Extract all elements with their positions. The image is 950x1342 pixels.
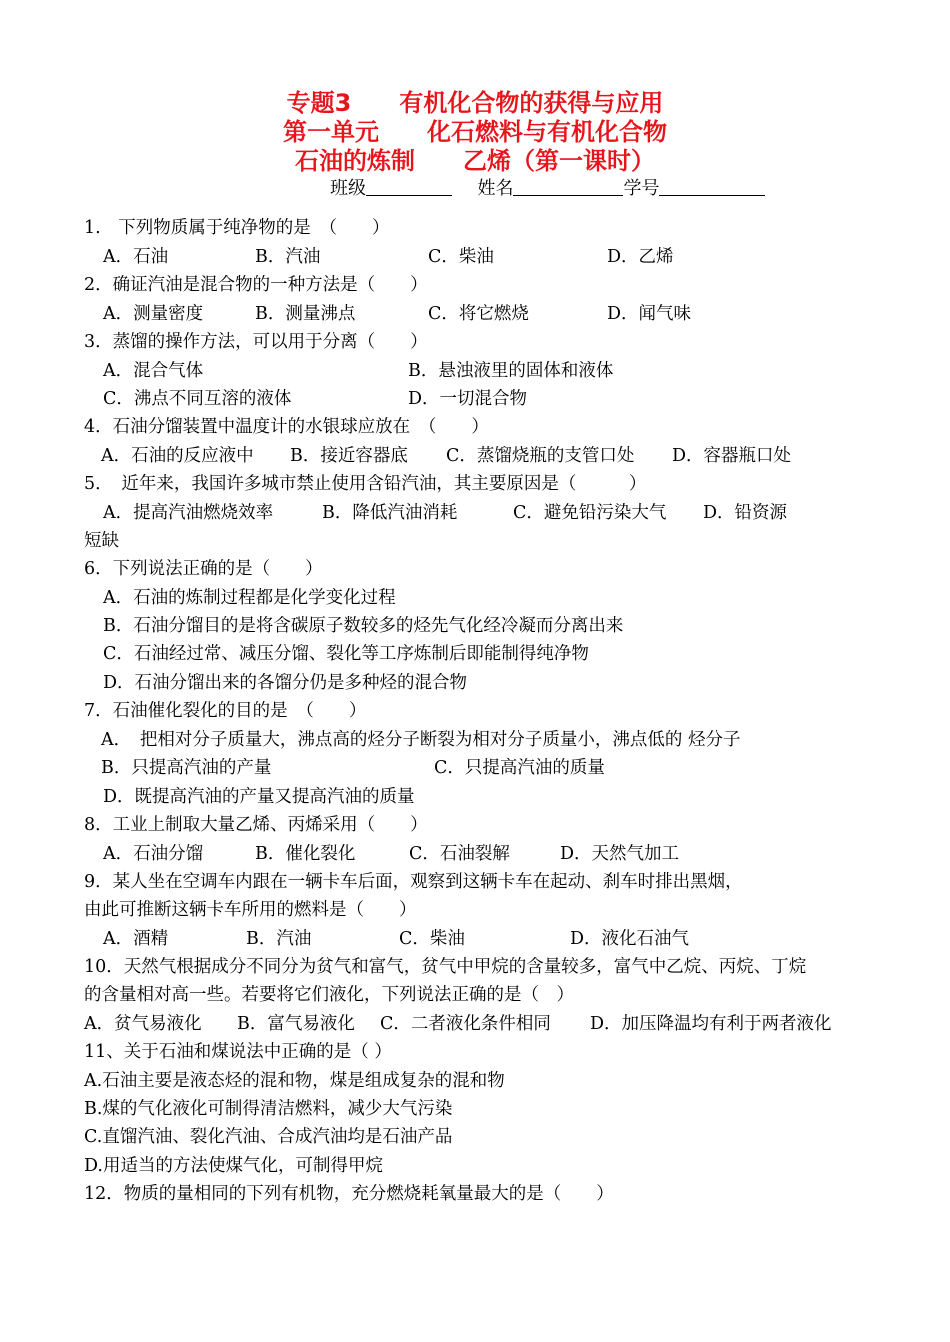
q7-option-c: C．只提高汽油的质量 xyxy=(434,758,605,778)
q3-option-c: C．沸点不同互溶的液体 xyxy=(103,389,292,409)
q4-option-d: D．容器瓶口处 xyxy=(672,446,792,466)
q5-option-a: A．提高汽油燃烧效率 xyxy=(103,503,274,523)
q5-option-b: B．降低汽油消耗 xyxy=(322,503,458,523)
class-blank[interactable] xyxy=(366,177,452,196)
q8-stem: 8．工业上制取大量乙烯、丙烯采用（ ） xyxy=(84,815,428,835)
q3-option-d: D．一切混合物 xyxy=(408,389,528,409)
q4-stem: 4．石油分馏装置中温度计的水银球应放在 （ ） xyxy=(84,417,489,437)
q2-option-c: C．将它燃烧 xyxy=(428,304,529,324)
title-unit: 第一单元 化石燃料与有机化合物 xyxy=(283,118,667,146)
q7-stem: 7．石油催化裂化的目的是 （ ） xyxy=(84,701,367,721)
q11-option-a: A.石油主要是液态烃的混和物，煤是组成复杂的混和物 xyxy=(84,1071,505,1091)
q4-option-a: A．石油的反应液中 xyxy=(101,446,254,466)
q9-stem: 9．某人坐在空调车内跟在一辆卡车后面，观察到这辆卡车在起动、刹车时排出黑烟， xyxy=(84,872,743,892)
q7-option-b: B．只提高汽油的产量 xyxy=(101,758,272,778)
q5-option-d: D．铅资源 xyxy=(703,503,788,523)
q1-option-b: B．汽油 xyxy=(255,247,321,267)
q3-stem: 3．蒸馏的操作方法，可以用于分离（ ） xyxy=(84,332,428,352)
q1-option-a: A．石油 xyxy=(103,247,169,267)
q4-option-b: B．接近容器底 xyxy=(290,446,408,466)
name-label: 姓名 xyxy=(477,178,514,199)
q5-continuation: 短缺 xyxy=(84,531,119,551)
q2-stem: 2．确证汽油是混合物的一种方法是（ ） xyxy=(84,275,428,295)
q3-option-a: A．混合气体 xyxy=(103,361,204,381)
q2-option-b: B．测量沸点 xyxy=(255,304,356,324)
class-label: 班级 xyxy=(330,178,366,199)
q8-option-b: B．催化裂化 xyxy=(255,844,356,864)
name-blank[interactable] xyxy=(513,177,623,196)
q10-option-d: D．加压降温均有利于两者液化 xyxy=(590,1014,832,1034)
q4-option-c: C．蒸馏烧瓶的支管口处 xyxy=(446,446,635,466)
q10-continuation: 的含量相对高一些。若要将它们液化，下列说法正确的是（ ） xyxy=(84,985,574,1005)
q1-option-c: C．柴油 xyxy=(428,247,494,267)
q9-option-d: D．液化石油气 xyxy=(570,929,690,949)
q10-option-b: B．富气易液化 xyxy=(237,1014,355,1034)
title-topic: 专题3 有机化合物的获得与应用 xyxy=(286,89,664,117)
q11-option-c: C.直馏汽油、裂化汽油、合成汽油均是石油产品 xyxy=(84,1127,453,1147)
id-blank[interactable] xyxy=(659,177,765,196)
q8-option-d: D．天然气加工 xyxy=(560,844,680,864)
q7-option-d: D．既提高汽油的产量又提高汽油的质量 xyxy=(103,787,415,807)
id-label: 学号 xyxy=(623,178,660,199)
q12-stem: 12．物质的量相同的下列有机物，充分燃烧耗氧量最大的是（ ） xyxy=(84,1184,614,1204)
q9-option-a: A．酒精 xyxy=(103,929,169,949)
q2-option-a: A．测量密度 xyxy=(103,304,204,324)
q7-option-a: A． 把相对分子质量大，沸点高的烃分子断裂为相对分子质量小，沸点低的 烃分子 xyxy=(101,730,741,750)
q10-option-c: C．二者液化条件相同 xyxy=(380,1014,551,1034)
q11-option-b: B.煤的气化液化可制得清洁燃料，减少大气污染 xyxy=(84,1099,453,1119)
q6-option-b: B．石油分馏目的是将含碳原子数较多的烃先气化经冷凝而分离出来 xyxy=(103,616,624,636)
q11-stem: 11、关于石油和煤说法中正确的是（ ） xyxy=(84,1042,392,1062)
q5-stem: 5． 近年来，我国许多城市禁止使用含铅汽油，其主要原因是（ ） xyxy=(84,474,647,494)
q10-stem: 10．天然气根据成分不同分为贫气和富气，贫气中甲烷的含量较多，富气中乙烷、丙烷、丁烷 xyxy=(84,957,807,977)
q9-option-b: B．汽油 xyxy=(246,929,312,949)
q3-option-b: B．悬浊液里的固体和液体 xyxy=(408,361,614,381)
q6-option-d: D．石油分馏出来的各馏分仍是多种烃的混合物 xyxy=(103,673,468,693)
q1-stem: 1. 下列物质属于纯净物的是 （ ） xyxy=(84,218,390,238)
title-lesson: 石油的炼制 乙烯（第一课时） xyxy=(295,147,655,175)
q6-stem: 6．下列说法正确的是（ ） xyxy=(84,559,323,579)
q5-option-c: C．避免铅污染大气 xyxy=(513,503,667,523)
q2-option-d: D．闻气味 xyxy=(607,304,692,324)
q8-option-a: A．石油分馏 xyxy=(103,844,204,864)
q9-option-c: C．柴油 xyxy=(399,929,465,949)
q9-continuation: 由此可推断这辆卡车所用的燃料是（ ） xyxy=(84,900,417,920)
q8-option-c: C．石油裂解 xyxy=(409,844,510,864)
q1-option-d: D．乙烯 xyxy=(607,247,674,267)
q6-option-c: C．石油经过常、减压分馏、裂化等工序炼制后即能制得纯净物 xyxy=(103,644,589,664)
q10-option-a: A．贫气易液化 xyxy=(84,1014,202,1034)
q11-option-d: D.用适当的方法使煤气化，可制得甲烷 xyxy=(84,1156,383,1176)
student-info-line xyxy=(330,176,765,202)
q6-option-a: A．石油的炼制过程都是化学变化过程 xyxy=(103,588,396,608)
